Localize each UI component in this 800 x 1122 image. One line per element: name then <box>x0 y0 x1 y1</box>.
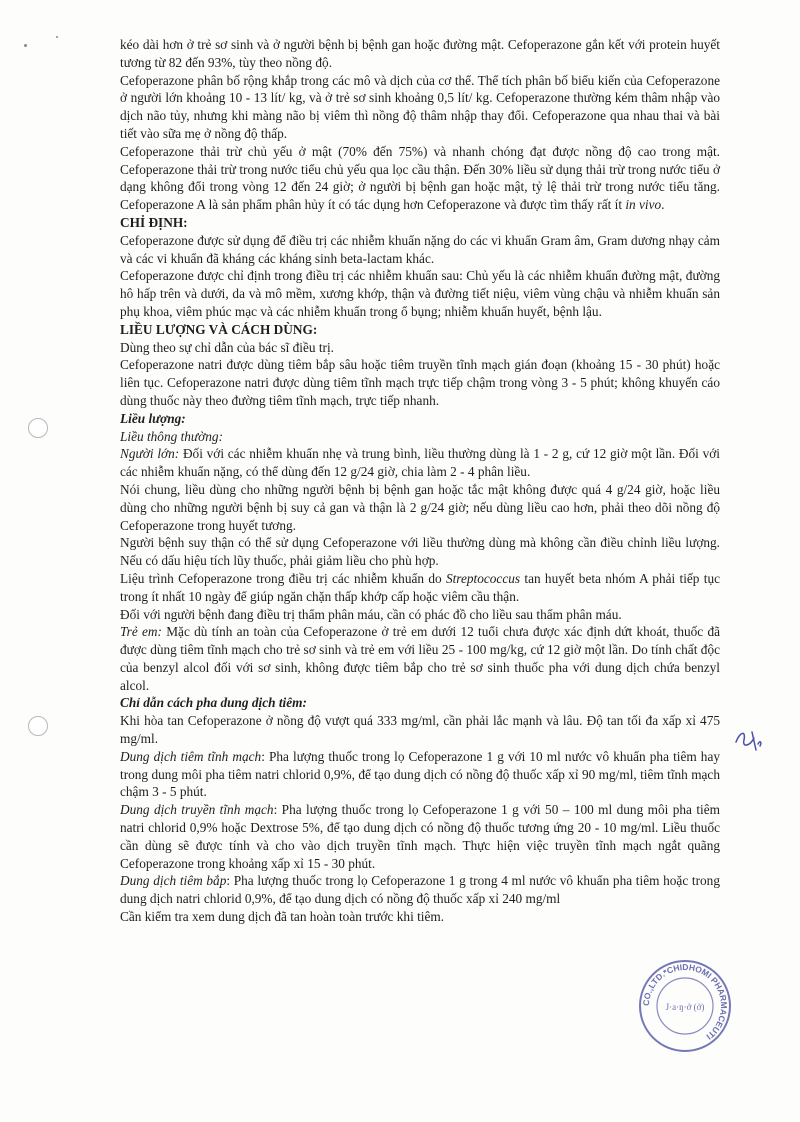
label-children: Trẻ em: <box>120 624 162 640</box>
paragraph <box>120 570 720 606</box>
seal-ring-text: CO.,LTD.*CHIDHOMI PHARMACEUTI <box>640 961 730 1042</box>
paragraph <box>120 143 720 214</box>
italic-term: Streptococcus <box>445 570 521 586</box>
paragraph <box>120 445 720 481</box>
section-heading-indications: CHỈ ĐỊNH: <box>120 214 188 230</box>
label-im-injection: Dung dịch tiêm bắp <box>120 873 227 889</box>
paragraph: Đối với người bệnh đang điều trị thẩm phân máu, cần có phác đồ cho liều sau thẩm phân máu. <box>120 606 622 622</box>
paragraph: kéo dài hơn ở trẻ sơ sinh và ở người bệnh bị bệnh gan hoặc đường mật. Cefoperazone gắn kết với protein huyết tương từ 82 đến 93%, tùy theo nồng độ. <box>120 37 720 70</box>
subheading-dose: Liều lượng: <box>120 410 186 426</box>
handwritten-initial-mark <box>730 722 766 758</box>
paragraph <box>120 801 720 872</box>
punch-hole-upper <box>28 418 48 438</box>
seal-center-text: J·a·ŋ·ở (ở) <box>665 1002 705 1012</box>
section-heading-dosage: LIỀU LƯỢNG VÀ CÁCH DÙNG: <box>120 321 318 337</box>
scan-speck <box>56 36 58 38</box>
paragraph: Cefoperazone natri được dùng tiêm bắp sâu hoặc tiêm truyền tĩnh mạch gián đoạn (khoảng 15 - 30 phút) hoặc liên tục. Cefoperazone natri được dùng tiêm tĩnh mạch trực tiếp chậm trong vòng 3 - 5 phút; không khuyến cáo dùng thuốc này theo đường tiêm tĩnh mạch, trực tiếp nhanh. <box>120 357 720 408</box>
paragraph-text: . <box>661 197 665 213</box>
document-page <box>120 36 720 926</box>
paragraph <box>120 623 720 694</box>
paragraph: Cefoperazone phân bố rộng khắp trong các mô và dịch của cơ thể. Thể tích phân bố biểu kiến của Cefoperazone ở người lớn khoảng 10 - 13 lít/ kg, và ở trẻ sơ sinh khoảng 0,5 lít/ kg. Cefoperazone thường kém thâm nhập vào dịch não tủy, nhưng khi màng não bị viêm thì nồng độ thâm nhập thay đổi. Cefoperazone qua nhau thai và bài tiết vào sữa mẹ ở nồng độ thấp. <box>120 72 720 141</box>
subheading-usual-dose: Liều thông thường: <box>120 428 223 444</box>
paragraph: Dùng theo sự chỉ dẫn của bác sĩ điều trị. <box>120 339 334 355</box>
italic-term: in vivo <box>625 197 662 213</box>
label-iv-infusion: Dung dịch truyền tĩnh mạch <box>120 802 274 818</box>
paragraph-text: Cefoperazone thải trừ chủ yếu ở mật (70% đến 75%) và nhanh chóng đạt được nồng độ cao trong mật. Cefoperazone thải trừ trong nước tiểu chủ yếu qua lọc cầu thận. Đến 30% liều sử dụng thải trừ trong nước tiểu ở dạng không đổi trong vòng 12 đến 24 giờ; ở người bị bệnh gan hoặc mật, tỷ lệ thải trừ trong nước tiểu tăng. Cefoperazone A là sản phẩm phân hủy ít có tác dụng hơn Cefoperazone và được tìm thấy rất ít <box>120 143 720 213</box>
label-iv-injection: Dung dịch tiêm tĩnh mạch <box>120 748 262 764</box>
paragraph: Cần kiểm tra xem dung dịch đã tan hoàn toàn trước khi tiêm. <box>120 909 445 925</box>
paragraph: Người bệnh suy thận có thể sử dụng Cefoperazone với liều thường dùng mà không cần điều chỉnh liều lượng. Nếu có dấu hiệu tích lũy thuốc, phải giảm liều cho phù hợp. <box>120 535 720 569</box>
paragraph <box>120 872 720 908</box>
paragraph-text: Mặc dù tính an toàn của Cefoperazone ở trẻ em dưới 12 tuổi chưa được xác định dứt khoát, thuốc đã được dùng tiêm tĩnh mạch cho trẻ sơ sinh và trẻ em với liều 25 - 100 mg/kg, cứ 12 giờ một lần. Do tính chất độc của benzyl alcol đối với sơ sinh, không được tiêm bắp cho trẻ sơ sinh thuốc pha với dung dịch chứa benzyl alcol. <box>120 624 720 693</box>
paragraph: Khi hòa tan Cefoperazone ở nồng độ vượt quá 333 mg/ml, cần phải lắc mạnh và lâu. Độ tan tối đa xấp xỉ 475 mg/ml. <box>120 713 720 747</box>
paragraph: Cefoperazone được chỉ định trong điều trị các nhiễm khuẩn sau: Chủ yếu là các nhiễm khuẩn đường mật, đường hô hấp trên và dưới, da và mô mềm, xương khớp, thận và đường tiết niệu, viêm vùng chậu và nhiễm khuẩn sản phụ khoa, viêm phúc mạc và các nhiễm khuẩn trong ổ bụng; nhiễm khuẩn huyết, bệnh lậu. <box>120 268 720 319</box>
paragraph-text: : Pha lượng thuốc trong lọ Cefoperazone 1 g với 10 ml nước vô khuẩn pha tiêm hay trong dung môi pha tiêm natri chlorid 0,9%, để tạo dung dịch có nồng độ thuốc xấp xỉ 90 mg/ml, tiêm tĩnh mạch chậm 3 - 5 phút. <box>120 748 720 800</box>
paragraph-text: : Pha lượng thuốc trong lọ Cefoperazone 1 g trong 4 ml nước vô khuẩn pha tiêm hoặc trong dung dịch natri chlorid 0,9%, để tạo dung dịch có nồng độ thuốc xấp xỉ 240 mg/ml <box>120 873 720 907</box>
paragraph-text: tan huyết beta nhóm A phải tiếp tục trong ít nhất 10 ngày để giúp ngăn chặn thấp khớp cấp hoặc viêm cầu thận. <box>120 570 721 604</box>
paragraph <box>120 748 720 801</box>
label-adults: Người lớn: <box>120 446 180 462</box>
paragraph: Cefoperazone được sử dụng để điều trị các nhiễm khuẩn nặng do các vi khuẩn Gram âm, Gram dương nhạy cảm và các vi khuẩn đã kháng các kháng sinh beta-lactam khác. <box>120 232 720 266</box>
paragraph: Nói chung, liều dùng cho những người bệnh bị bệnh gan hoặc tắc mật không được quá 4 g/24 giờ, hoặc liều dùng cho những người bệnh bị suy cả gan và thận là 2 g/24 giờ; nếu dùng liều cao hơn, phải theo dõi nồng độ Cefoperazone trong huyết tương. <box>120 481 720 533</box>
paragraph-text: : Pha lượng thuốc trong lọ Cefoperazone 1 g với 50 – 100 ml dung môi pha tiêm natri chlorid 0,9% hoặc Dextrose 5%, để tạo dung dịch có nồng độ thuốc tương ứng 20 - 10 mg/ml. Liều thuốc cần dùng sẽ được tính và cho vào dịch truyền tĩnh mạch. Thực hiện việc truyền tĩnh mạch ngắt quãng Cefoperazone trong khoảng xấp xỉ 15 - 30 phút. <box>120 802 720 871</box>
paragraph-text: Liệu trình Cefoperazone trong điều trị các nhiễm khuẩn do <box>120 570 446 586</box>
scan-speck <box>24 44 27 47</box>
subheading-preparation: Chỉ dẫn cách pha dung dịch tiêm: <box>120 695 307 711</box>
paragraph-text: Đối với các nhiễm khuẩn nhẹ và trung bình, liều thường dùng là 1 - 2 g, cứ 12 giờ một lần. Đối với các nhiễm khuẩn nặng, có thể dùng đến 12 g/24 giờ, chia làm 2 - 4 phân liều. <box>120 446 720 480</box>
punch-hole-lower <box>28 716 48 736</box>
company-seal-stamp <box>637 958 733 1054</box>
